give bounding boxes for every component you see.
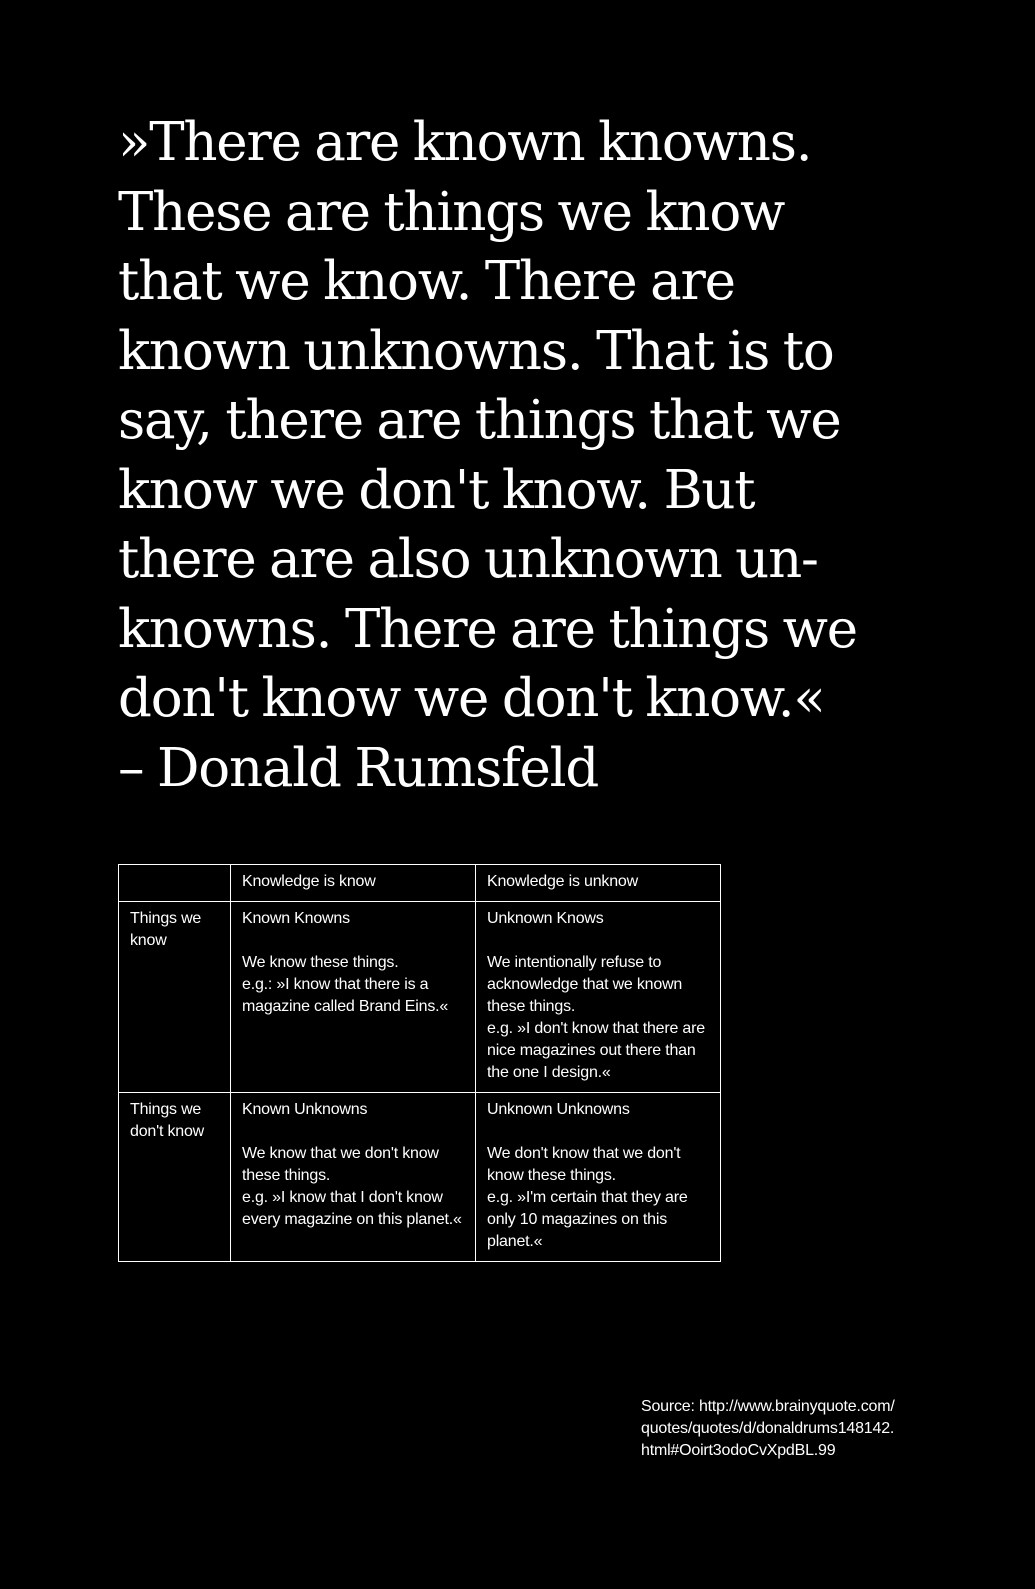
rumsfeld-quote (118, 108, 857, 803)
quote-line: that we know. There are (118, 251, 735, 312)
quote-line: don't know we don't know.« (118, 668, 825, 729)
row-label-things-we-know: Things we know (119, 902, 231, 1093)
quote-attribution: – Donald Rumsfeld (118, 737, 599, 799)
row-label-things-we-dont-know: Things we don't know (119, 1093, 231, 1262)
cell-description: We know that we don't know these things. (242, 1145, 439, 1184)
quote-line: »There are known knowns. (118, 112, 812, 173)
cell-example: e.g. »I'm certain that they are only 10 magazines on this planet.« (487, 1189, 688, 1250)
quote-line: say, there are things that we (118, 390, 841, 451)
quote-line: know we don't know. But (118, 459, 755, 521)
cell-title: Known Unknowns (242, 1101, 368, 1118)
table-corner-cell (119, 865, 231, 902)
cell-description: We intentionally refuse to acknowledge that we known these things. (487, 954, 683, 1015)
source-citation (641, 1396, 971, 1462)
cell-description: We don't know that we don't know these things. (487, 1145, 681, 1184)
cell-title: Unknown Unknowns (487, 1101, 630, 1118)
cell-known-unknowns (231, 1093, 476, 1262)
knowledge-matrix-table (118, 864, 721, 1262)
cell-example: e.g. »I know that I don't know every magazine on this planet.« (242, 1189, 462, 1228)
column-header-knowledge-known: Knowledge is know (231, 865, 476, 902)
table-header-row (119, 865, 721, 902)
quote-line: knowns. There are things we (118, 598, 857, 660)
source-line: html#Ooirt3odoCvXpdBL.99 (641, 1442, 836, 1459)
cell-example: e.g.: »I know that there is a magazine called Brand Eins.« (242, 976, 449, 1015)
quote-line: known unknowns. That is to (118, 320, 834, 382)
table-row (119, 902, 721, 1093)
table-row (119, 1093, 721, 1262)
cell-unknown-unknowns (476, 1093, 721, 1262)
cell-example: e.g. »I don't know that there are nice magazines out there than the one I design.« (487, 1020, 705, 1081)
quote-line: there are also unknown un- (118, 529, 818, 590)
column-header-knowledge-unknown: Knowledge is unknow (476, 865, 721, 902)
cell-title: Known Knowns (242, 910, 350, 927)
cell-known-knowns (231, 902, 476, 1093)
cell-unknown-knows (476, 902, 721, 1093)
source-line: quotes/quotes/d/donaldrums148142. (641, 1420, 895, 1437)
quote-line: These are things we know (118, 181, 785, 243)
cell-title: Unknown Knows (487, 910, 604, 927)
cell-description: We know these things. (242, 954, 399, 971)
source-line: Source: http://www.brainyquote.com/ (641, 1398, 895, 1415)
